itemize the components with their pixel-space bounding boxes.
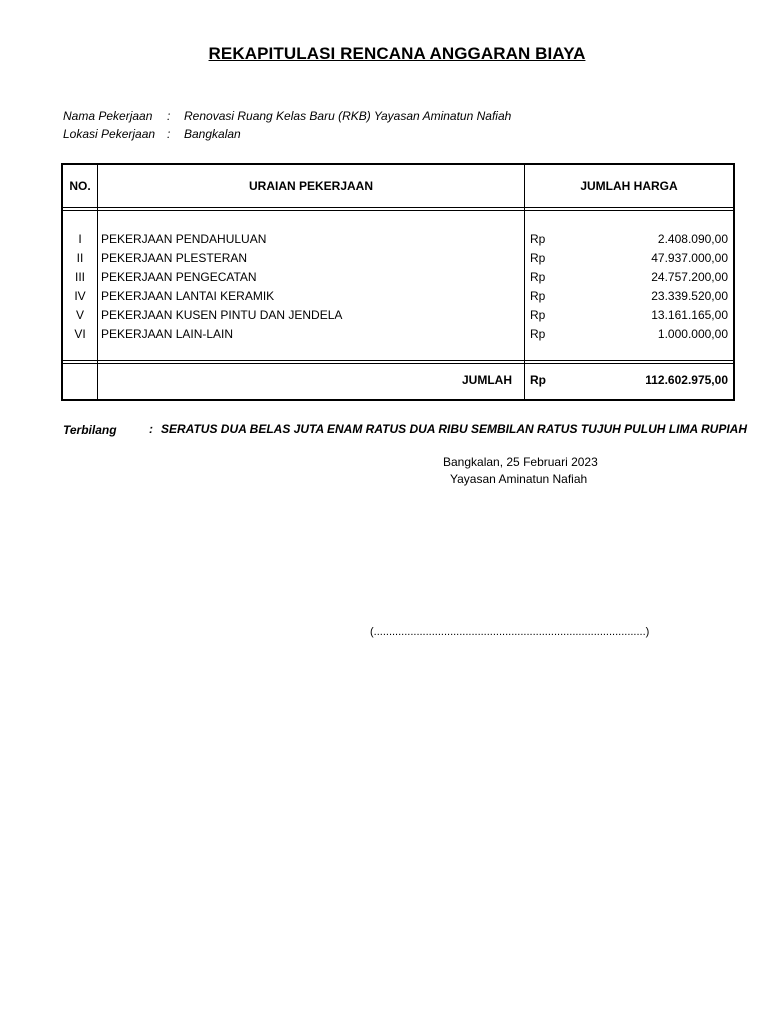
total-divider (61, 360, 735, 361)
header-no: NO. (69, 179, 91, 193)
row-uraian: PEKERJAAN PLESTERAN (101, 251, 248, 265)
info-value: Bangkalan (184, 127, 241, 141)
info-value: Renovasi Ruang Kelas Baru (RKB) Yayasan Aminatun Nafiah (184, 109, 512, 123)
row-uraian: PEKERJAAN LANTAI KERAMIK (101, 289, 275, 303)
row-no: III (74, 270, 85, 284)
row-currency: Rp (530, 232, 546, 246)
info-label: Lokasi Pekerjaan (63, 127, 156, 141)
row-amount: 24.757.200,00 (651, 270, 728, 284)
row-uraian: PEKERJAAN PENDAHULUAN (101, 232, 267, 246)
column-divider (524, 163, 525, 401)
header-jumlah-harga: JUMLAH HARGA (580, 179, 678, 193)
row-no: V (75, 308, 84, 322)
row-currency: Rp (530, 289, 546, 303)
document-title: REKAPITULASI RENCANA ANGGARAN BIAYA (208, 44, 586, 63)
row-no: VI (74, 327, 86, 341)
row-amount: 13.161.165,00 (651, 308, 728, 322)
budget-table (61, 163, 735, 401)
header-divider (61, 210, 735, 211)
total-label: JUMLAH (462, 373, 512, 387)
row-no: IV (74, 289, 86, 303)
signature-name-line: (.........................................................................................) (370, 626, 650, 638)
row-uraian: PEKERJAAN LAIN-LAIN (101, 327, 234, 341)
table-border-right (733, 163, 735, 401)
terbilang-text: SERATUS DUA BELAS JUTA ENAM RATUS DUA RIBU SEMBILAN RATUS TUJUH PULUH LIMA RUPIAH (161, 422, 747, 436)
row-amount: 2.408.090,00 (657, 232, 728, 246)
row-currency: Rp (530, 308, 546, 322)
info-separator: : (167, 127, 171, 141)
row-amount: 23.339.520,00 (651, 289, 728, 303)
header-uraian: URAIAN PEKERJAAN (248, 179, 373, 193)
row-currency: Rp (530, 270, 546, 284)
row-currency: Rp (530, 251, 546, 265)
info-label: Nama Pekerjaan (63, 109, 153, 123)
total-divider (61, 363, 735, 364)
total-currency: Rp (530, 373, 546, 387)
info-separator: : (167, 109, 171, 123)
row-uraian: PEKERJAAN PENGECATAN (101, 270, 257, 284)
row-uraian: PEKERJAAN KUSEN PINTU DAN JENDELA (101, 308, 343, 322)
row-no: II (76, 251, 84, 265)
terbilang-separator: : (149, 422, 153, 436)
column-divider (97, 163, 98, 401)
signature-place-date: Bangkalan, 25 Februari 2023 (443, 455, 598, 469)
row-currency: Rp (530, 327, 546, 341)
table-border-top (61, 163, 735, 165)
row-no: I (78, 232, 82, 246)
signature-organization: Yayasan Aminatun Nafiah (450, 472, 588, 486)
row-amount: 47.937.000,00 (651, 251, 728, 265)
header-divider (61, 207, 735, 208)
total-amount: 112.602.975,00 (645, 373, 728, 387)
row-amount: 1.000.000,00 (657, 327, 728, 341)
table-border-bottom (61, 399, 735, 401)
terbilang-label: Terbilang (63, 423, 117, 437)
